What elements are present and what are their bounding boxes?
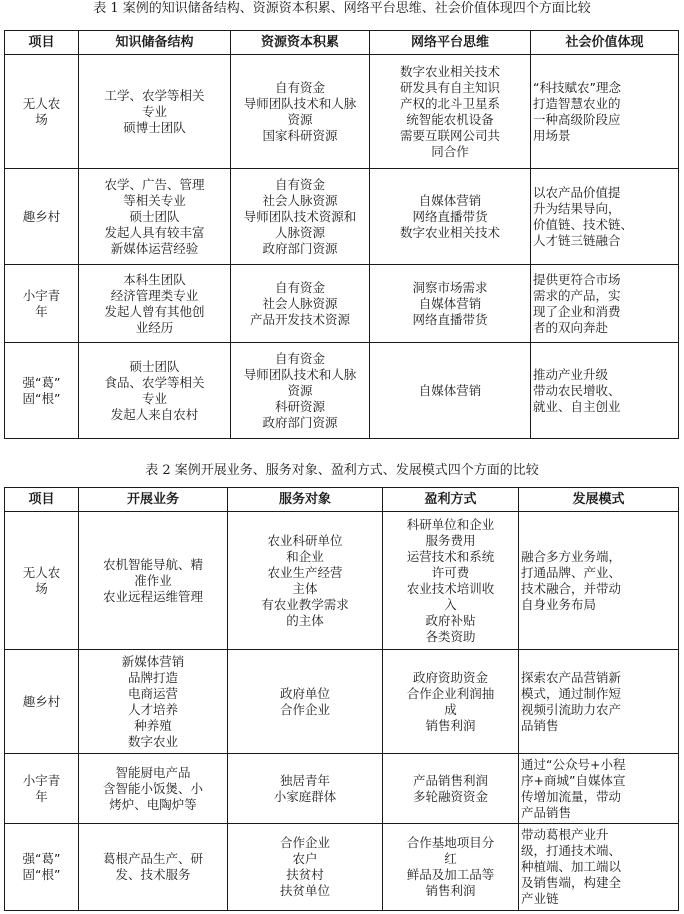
table-cell <box>531 169 679 265</box>
cell-line: 传增加流量，带动 <box>521 788 622 804</box>
cell-line: 农业科研单位 <box>267 532 343 548</box>
row-label-cell <box>5 343 79 439</box>
cell-line: 智能厨电产品 <box>115 764 191 780</box>
table-cell <box>228 512 383 650</box>
table2-header-cell: 开展业务 <box>79 488 228 512</box>
cell-line: 科研单位和企业 <box>406 516 495 532</box>
row-label-cell <box>5 265 79 343</box>
cell-line: 固“根” <box>22 390 61 406</box>
cell-line: 农业技术培训收 <box>406 580 495 596</box>
cell-line: 自有资金 <box>274 79 325 95</box>
cell-line: 食品、农学等相关 <box>104 374 205 390</box>
cell-line: 导师团队技术和人脉 <box>243 95 357 111</box>
cell-line: 级，打通技术端、 <box>521 843 622 858</box>
cell-line: 现了企业和消费 <box>533 303 621 319</box>
cell-line: 自身业务布局 <box>521 596 597 612</box>
cell-line: 趣乡村 <box>22 208 61 224</box>
cell-line: 人脉资源 <box>274 224 325 240</box>
cell-line: 趣乡村 <box>22 693 61 709</box>
table2-header-cell: 服务对象 <box>228 488 383 512</box>
cell-line: “科技赋农”理念 <box>533 79 621 95</box>
cell-line: 自媒体营销 <box>418 295 482 311</box>
cell-line: 发起人曾有其他创 <box>104 303 205 319</box>
table-cell <box>228 824 383 911</box>
cell-line: 农学、广告、管理 <box>104 176 205 192</box>
table-cell <box>383 824 519 911</box>
table-cell <box>383 754 519 824</box>
cell-line: 人才培养 <box>127 701 178 717</box>
row-label-cell <box>5 650 79 754</box>
cell-line: 自媒体营销 <box>418 192 482 208</box>
table-cell <box>79 265 231 343</box>
cell-line: 有农业教学需求 <box>261 596 349 612</box>
cell-line: 品销售 <box>521 717 559 733</box>
table2-header-row <box>5 488 679 512</box>
cell-line: 合作企业 <box>279 701 330 717</box>
table1-body <box>5 55 679 439</box>
table-cell <box>370 169 531 265</box>
cell-line: 同合作 <box>431 143 469 159</box>
table1-header-row <box>5 31 679 55</box>
table-row <box>5 512 679 650</box>
cell-line: 的主体 <box>286 612 324 628</box>
table-cell <box>519 754 679 824</box>
cell-line: 种植端、加工端以 <box>521 859 622 874</box>
table-cell <box>79 169 231 265</box>
table-cell <box>79 343 231 439</box>
cell-line: 政府部门资源 <box>262 414 338 430</box>
cell-line: 合作企业利润抽 <box>406 685 495 701</box>
table-cell <box>231 265 370 343</box>
cell-line: 农业远程运维管理 <box>102 588 203 604</box>
table-cell <box>383 512 519 650</box>
table2-header-cell: 发展模式 <box>519 488 679 512</box>
cell-line: 硕博士团队 <box>123 119 186 135</box>
cell-line: 鲜品及加工品等 <box>406 867 495 882</box>
cell-line: 打造智慧农业的 <box>533 95 621 111</box>
cell-line: 和企业 <box>286 548 324 564</box>
cell-line: 网络直播带货 <box>412 311 488 327</box>
row-label-cell <box>5 169 79 265</box>
cell-line: 就业、自主创业 <box>533 398 621 414</box>
table-cell <box>519 650 679 754</box>
cell-line: 用场景 <box>533 127 571 143</box>
cell-line: 场 <box>35 580 48 596</box>
row-label-cell <box>5 754 79 824</box>
table-cell <box>79 754 228 824</box>
table-2 <box>4 487 679 911</box>
cell-line: 含智能小饭煲、小 <box>102 780 203 796</box>
table-cell <box>79 55 231 169</box>
cell-line: 无人农 <box>22 95 61 111</box>
cell-line: 科研资源 <box>274 398 325 414</box>
cell-line: 视频引流助力农产 <box>521 701 622 717</box>
cell-line: 打通品牌、产业、 <box>521 564 622 580</box>
cell-line: 主体 <box>292 580 318 596</box>
cell-line: 需求的产品，实 <box>533 287 621 303</box>
table-cell <box>519 824 679 911</box>
cell-line: 入 <box>444 596 457 612</box>
cell-line: 工学、农学等相关 <box>104 87 205 103</box>
table1-header-cell: 网络平台思维 <box>370 31 531 55</box>
table-cell <box>79 512 228 650</box>
cell-line: 小宇青 <box>22 287 61 303</box>
cell-line: 洞察市场需求 <box>412 279 488 295</box>
table-row <box>5 169 679 265</box>
row-label-cell <box>5 824 79 911</box>
table-row <box>5 650 679 754</box>
cell-line: 一种高级阶段应 <box>533 111 621 127</box>
cell-line: 探索农产品营销新 <box>521 669 622 685</box>
cell-line: 政府单位 <box>279 685 330 701</box>
cell-line: 年 <box>35 788 48 804</box>
cell-line: 运营技术和系统 <box>406 548 495 564</box>
cell-line: 技术融合，并带动 <box>521 580 622 596</box>
cell-line: 自有资金 <box>274 350 325 366</box>
cell-line: 社会人脉资源 <box>262 295 338 311</box>
cell-line: 带动葛根产业升 <box>521 827 609 842</box>
cell-line: 带动农民增收、 <box>533 382 621 398</box>
cell-line: 价值链、技术链、 <box>533 216 634 232</box>
cell-line: 导师团队技术资源和 <box>243 208 357 224</box>
cell-line: 成 <box>444 701 457 717</box>
table-cell <box>228 754 383 824</box>
cell-line: 服务费用 <box>425 532 476 548</box>
cell-line: 硕士团队 <box>129 358 180 374</box>
cell-line: 发起人来自农村 <box>110 406 199 422</box>
cell-line: 产品销售 <box>521 804 572 820</box>
cell-line: 产品销售利润 <box>412 772 488 788</box>
table-cell <box>531 265 679 343</box>
cell-line: 场 <box>35 111 48 127</box>
cell-line: 种养殖 <box>134 717 172 733</box>
cell-line: 以农产品价值提 <box>533 184 621 200</box>
cell-line: 模式，通过制作短 <box>521 685 622 701</box>
cell-line: 序+商城”自媒体宣 <box>521 772 626 788</box>
cell-line: 专业 <box>141 390 167 406</box>
cell-line: 电商运营 <box>127 685 178 701</box>
table1-header-cell: 项目 <box>5 31 79 55</box>
table-cell <box>370 343 531 439</box>
cell-line: 导师团队技术和人脉 <box>243 366 357 382</box>
table-cell <box>228 650 383 754</box>
cell-line: 业经历 <box>135 319 174 335</box>
cell-line: 独居青年 <box>279 772 330 788</box>
table-cell <box>531 55 679 169</box>
row-label-cell <box>5 512 79 650</box>
cell-line: 小宇青 <box>22 772 61 788</box>
cell-line: 葛根产品生产、研 <box>102 851 203 866</box>
cell-line: 发、技术服务 <box>115 867 191 882</box>
cell-line: 等相关专业 <box>123 192 186 208</box>
cell-line: 烤炉、电陶炉等 <box>109 796 197 812</box>
table-cell <box>370 265 531 343</box>
cell-line: 人才链三链融合 <box>533 232 621 248</box>
table-row <box>5 754 679 824</box>
table-row <box>5 265 679 343</box>
cell-line: 政府部门资源 <box>262 240 338 256</box>
cell-line: 产品开发技术资源 <box>249 311 350 327</box>
table-cell <box>383 650 519 754</box>
table2-header-cell: 项目 <box>5 488 79 512</box>
table-cell <box>370 55 531 169</box>
cell-line: 发起人具有较丰富 <box>104 224 205 240</box>
table1-caption: 表 1 案例的知识储备结构、资源资本积累、网络平台思维、社会价值体现四个方面比较 <box>93 1 591 16</box>
cell-line: 许可费 <box>431 564 470 580</box>
cell-line: 需要互联网公司共 <box>399 127 500 143</box>
cell-line: 年 <box>35 303 48 319</box>
cell-line: 国家科研资源 <box>262 127 338 143</box>
cell-line: 统智能农机设备 <box>406 111 494 127</box>
table-cell <box>79 650 228 754</box>
cell-line: 政府资助资金 <box>412 669 488 685</box>
table-cell <box>79 824 228 911</box>
table1-header-cell: 资源资本积累 <box>231 31 370 55</box>
table-row <box>5 343 679 439</box>
table-cell <box>231 343 370 439</box>
cell-line: 无人农 <box>22 564 61 580</box>
cell-line: 升为结果导向， <box>533 200 621 216</box>
cell-line: 新媒体营销 <box>121 653 185 669</box>
cell-line: 网络直播带货 <box>412 208 488 224</box>
cell-line: 数字农业相关技术 <box>399 224 500 240</box>
table-cell <box>531 343 679 439</box>
table-row <box>5 55 679 169</box>
table2-caption: 表 2 案例开展业务、服务对象、盈利方式、发展模式四个方面的比较 <box>145 463 539 478</box>
cell-line: 产业链 <box>521 891 559 906</box>
cell-line: 研发具有自主知识 <box>399 79 500 95</box>
cell-line: 产权的北斗卫星系 <box>399 95 500 111</box>
cell-line: 硕士团队 <box>129 208 180 224</box>
cell-line: 经济管理类专业 <box>110 287 199 303</box>
cell-line: 政府补贴 <box>425 612 476 628</box>
cell-line: 推动产业升级 <box>533 366 609 382</box>
cell-line: 销售利润 <box>425 717 476 733</box>
cell-line: 资源 <box>287 382 313 398</box>
cell-line: 自媒体营销 <box>418 382 482 398</box>
table2-header-cell: 盈利方式 <box>383 488 519 512</box>
cell-line: 销售利润 <box>425 883 476 898</box>
cell-line: 固“根” <box>22 867 61 882</box>
cell-line: 自有资金 <box>274 279 325 295</box>
cell-line: 农业生产经营 <box>267 564 343 580</box>
table1-header-cell: 知识储备结构 <box>79 31 231 55</box>
cell-line: 品牌打造 <box>127 669 178 685</box>
cell-line: 合作企业 <box>279 835 330 850</box>
cell-line: 本科生团队 <box>123 271 186 287</box>
cell-line: 提供更符合市场 <box>533 271 621 287</box>
cell-line: 新媒体运营经验 <box>110 240 199 256</box>
cell-line: 农户 <box>292 851 318 866</box>
table-1 <box>4 30 679 439</box>
cell-line: 准作业 <box>134 572 172 588</box>
cell-line: 扶贫村 <box>286 867 324 882</box>
cell-line: 各类资助 <box>425 628 476 644</box>
cell-line: 强“葛” <box>22 374 61 390</box>
cell-line: 资源 <box>287 111 313 127</box>
cell-line: 合作基地项目分 <box>406 835 495 850</box>
cell-line: 红 <box>444 851 457 866</box>
cell-line: 强“葛” <box>22 851 61 866</box>
cell-line: 农机智能导航、精 <box>102 556 203 572</box>
cell-line: 社会人脉资源 <box>262 192 338 208</box>
cell-line: 扶贫单位 <box>279 883 330 898</box>
cell-line: 者的双向奔赴 <box>533 319 609 335</box>
table1-header-cell: 社会价值体现 <box>531 31 679 55</box>
cell-line: 通过“公众号+小程 <box>521 756 626 772</box>
row-label-cell <box>5 55 79 169</box>
cell-line: 多轮融资资金 <box>412 788 488 804</box>
cell-line: 数字农业相关技术 <box>399 63 500 79</box>
table-row <box>5 824 679 911</box>
cell-line: 融合多方业务端， <box>521 548 622 564</box>
table2-body <box>5 512 679 911</box>
cell-line: 数字农业 <box>127 733 178 749</box>
table-cell <box>231 55 370 169</box>
cell-line: 自有资金 <box>274 176 325 192</box>
table-cell <box>231 169 370 265</box>
table-cell <box>519 512 679 650</box>
cell-line: 专业 <box>141 103 167 119</box>
cell-line: 及销售端，构建全 <box>521 875 622 890</box>
cell-line: 小家庭群体 <box>273 788 337 804</box>
